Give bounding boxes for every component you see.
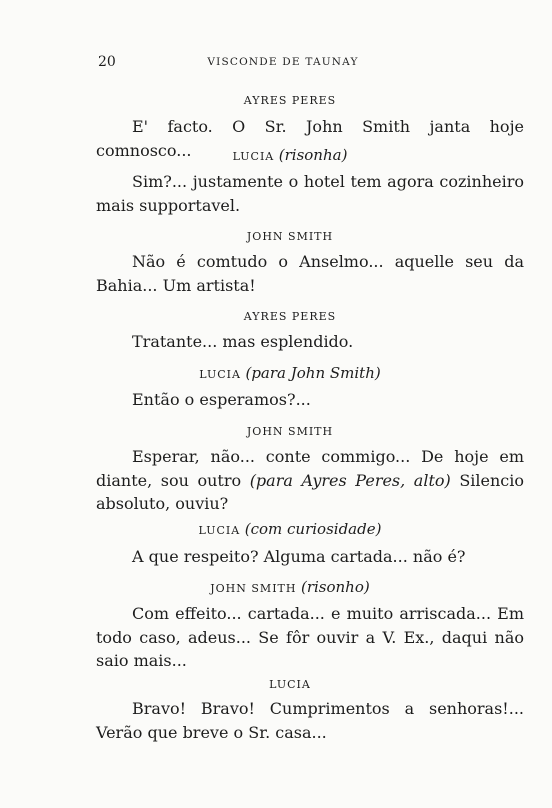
speaker-label: LUCIA: [199, 368, 241, 381]
speech-text: [96, 445, 524, 516]
speaker-name: [0, 678, 552, 692]
speech-text: [96, 330, 524, 354]
speech-paragraph: Com effeito... cartada... e muito arriscada... Em todo caso, adeus... Se fôr ouvir a V. Ex., daqui não saio mais...: [96, 604, 524, 670]
speech-text: [96, 602, 524, 673]
speaker-name: [0, 94, 552, 108]
speaker-label: JOHN SMITH: [210, 582, 297, 595]
speaker-name: [0, 310, 552, 324]
speech-paragraph: Sim?... justamente o hotel tem agora cozinheiro mais supportavel.: [96, 172, 524, 215]
speaker-label: AYRES PERES: [243, 310, 337, 323]
speaker-name: [0, 580, 552, 596]
running-head: VISCONDE DE TAUNAY: [207, 56, 359, 68]
speech-text: [96, 697, 524, 744]
speech-paragraph: Não é comtudo o Anselmo... aquelle seu da Bahia... Um artista!: [96, 252, 524, 295]
speech-text: [96, 170, 524, 217]
speaker-label: LUCIA: [198, 524, 241, 537]
speech-text-part: Silencio absoluto, ouviu?: [96, 470, 525, 513]
speech-paragraph: Bravo! Bravo! Cumprimentos a senhoras!... Verão que breve o Sr. casa...: [96, 699, 524, 742]
speech-paragraph: [96, 445, 524, 516]
stage-direction: (para John Smith): [245, 364, 381, 382]
stage-direction: (risonha): [278, 146, 348, 164]
speech-text-part: Esperar, não... conte commigo... De hoje em diante, sou outro: [96, 447, 524, 490]
speaker-label: LUCIA: [232, 150, 275, 163]
speaker-name: [0, 148, 552, 164]
speech-paragraph: Tratante... mas esplendido.: [132, 332, 354, 351]
speaker-name: [0, 230, 552, 244]
page-number: 20: [98, 54, 116, 70]
speaker-name: [0, 522, 552, 538]
speaker-label: JOHN SMITH: [246, 425, 334, 438]
speech-text: [96, 388, 524, 412]
speaker-label: AYRES PERES: [243, 94, 337, 107]
speech-paragraph: A que respeito? Alguma cartada... não é?: [132, 547, 466, 566]
stage-direction: (risonho): [300, 578, 370, 596]
speaker-label: JOHN SMITH: [246, 230, 334, 243]
speech-text: [96, 545, 524, 569]
stage-direction: (para Ayres Peres, alto): [249, 470, 451, 490]
speech-paragraph: Então o esperamos?...: [132, 390, 311, 409]
speaker-name: [0, 366, 552, 382]
speech-paragraph: E' facto. O Sr. John Smith janta hoje comnosco...: [96, 117, 524, 160]
speaker-name: [0, 425, 552, 439]
speaker-label: LUCIA: [269, 678, 311, 691]
stage-direction: (com curiosidade): [244, 520, 382, 538]
speech-text: [96, 250, 524, 297]
